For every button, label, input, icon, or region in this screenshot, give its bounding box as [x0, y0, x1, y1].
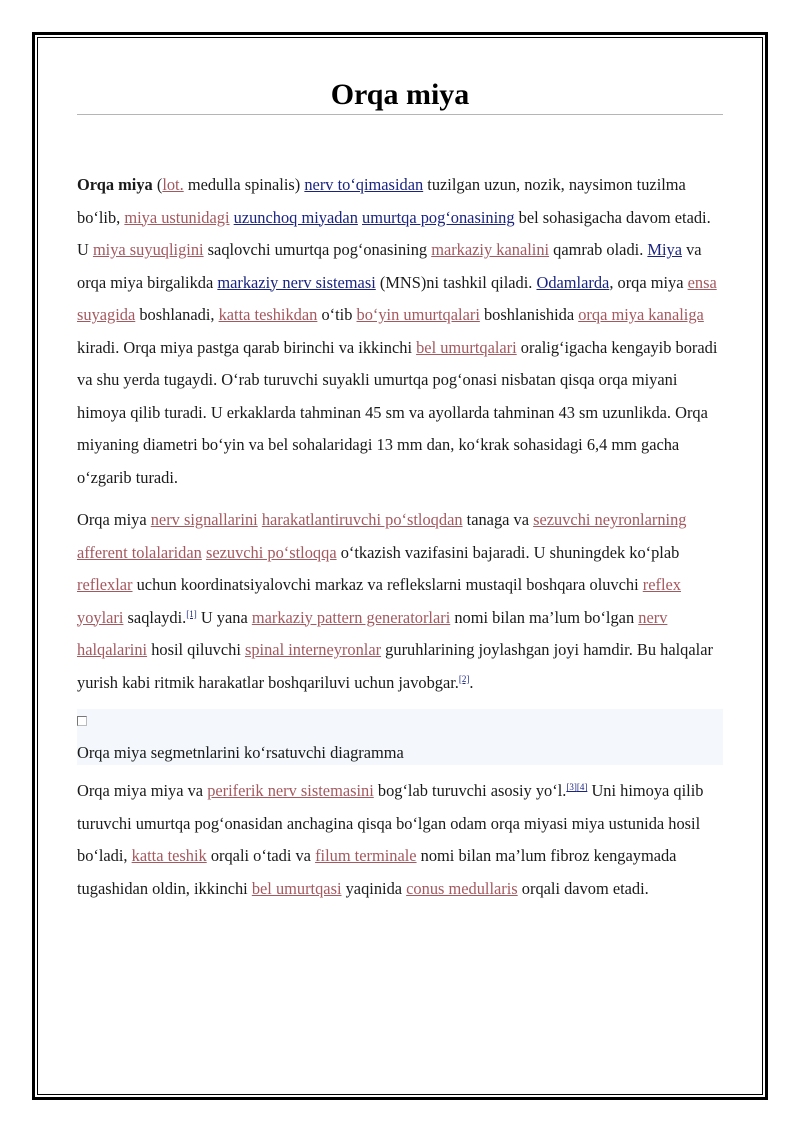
text: va orqa miya birgalikda [77, 240, 702, 292]
reference-link[interactable]: [4] [576, 782, 588, 792]
link-katta-teshik[interactable]: katta teshikdan [218, 305, 318, 324]
title-divider [77, 114, 723, 115]
page-title: Orqa miya [330, 78, 470, 111]
link-bel-umurtqasi[interactable]: bel umurtqasi [251, 878, 342, 898]
text: yaqinida [341, 878, 407, 898]
link-nerv-signallari[interactable]: nerv signallarini [150, 510, 258, 529]
text: saqlovchi umurtqa pog‘onasining [203, 240, 432, 259]
link-conus-medullaris[interactable]: conus medullaris [406, 878, 518, 898]
text: boshlanishida [479, 305, 579, 324]
paragraph-intro [77, 169, 723, 494]
text: hosil qiluvchi [147, 640, 245, 659]
link-ensa-suyagi[interactable]: ensa suyagida [77, 272, 717, 324]
text: . [469, 672, 474, 692]
text: Orqa miya [77, 510, 151, 529]
link-miya-suyuqligi[interactable]: miya suyuqligini [92, 240, 204, 259]
link-harakatlantiruvchi-postloq[interactable]: harakatlantiruvchi po‘stloqdan [261, 510, 463, 529]
link-nerv-toqimasi[interactable]: nerv to‘qimasidan [304, 175, 424, 194]
reference-link[interactable]: [2] [458, 673, 470, 684]
link-reflexlar[interactable]: reflexlar [77, 575, 133, 594]
text: qamrab oladi. [549, 240, 648, 259]
text: U yana [196, 607, 252, 627]
text: guruhlarining joylashgan joyi hamdir. Bu halqalar yurish kabi ritmik harakatlar boshqariluvi uchun javobgar. [77, 640, 713, 692]
text: uchun koordinatsiyalovchi markaz va reflekslarni mustaqil boshqara oluvchi [132, 575, 643, 594]
text: oralig‘igacha kengayib boradi va shu yerda tugaydi. O‘rab turuvchi suyakli umurtqa pog‘onasi nisbatan qisqa orqa miyani himoya qilib turadi. U erkaklarda tahminan 45 sm va ayollarda tahminan 43 sm uzunlikda. Orqa miyaning diametri bo‘yin va bel sohalaridagi 13 mm dan, ko‘krak sohasidagi 6,4 mm gacha o‘zgarib turadi. [77, 337, 718, 487]
link-sezuvchi-neyronlar[interactable]: sezuvchi neyronlarning [533, 510, 687, 529]
link-miya-ustuni[interactable]: miya ustunidagi [124, 207, 230, 227]
link-boyin-umurtqalari[interactable]: bo‘yin umurtqalari [356, 305, 480, 324]
link-reflex-yoylari[interactable]: reflex yoylari [77, 575, 681, 627]
reference-link[interactable]: [1] [186, 608, 197, 619]
link-orqa-miya-kanali[interactable]: orqa miya kanaliga [578, 305, 704, 324]
link-markaziy-nerv-sistemasi[interactable]: markaziy nerv sistemasi [217, 272, 376, 292]
link-miya[interactable]: Miya [647, 240, 682, 259]
text: saqlaydi. [123, 607, 187, 627]
link-markaziy-pattern-generatorlari[interactable]: markaziy pattern generatorlari [251, 607, 451, 627]
text: (MNS)ni tashkil qiladi. [375, 272, 537, 292]
link-spinal-interneyronlar[interactable]: spinal interneyronlar [244, 640, 382, 659]
link-markaziy-kanal[interactable]: markaziy kanalini [431, 240, 550, 259]
link-katta-teshik-2[interactable]: katta teshik [131, 846, 207, 865]
text: nomi bilan ma’lum fibroz kengaymada tugashidan oldin, ikkinchi [77, 846, 677, 898]
reference-link[interactable]: [3] [566, 782, 577, 792]
lead-term: Orqa miya [77, 175, 153, 194]
text: o‘tkazish vazifasini bajaradi. U shuningdek ko‘plab [336, 542, 680, 562]
broken-image-icon[interactable] [77, 716, 87, 726]
link-afferent-tolalar[interactable]: afferent tolalaridan [77, 542, 202, 562]
text: o‘tib [317, 305, 357, 324]
link-odamlar[interactable]: Odamlarda [536, 272, 610, 292]
article [77, 70, 723, 905]
text: ( [152, 175, 163, 194]
text: Orqa miya miya va [77, 781, 208, 800]
text: orqali o‘tadi va [206, 846, 316, 865]
text: medulla spinalis) [183, 175, 305, 194]
link-uzunchoq-miya[interactable]: uzunchoq miyadan [233, 207, 358, 227]
link-filum-terminale[interactable]: filum terminale [315, 846, 417, 865]
link-umurtqa-pogonasi[interactable]: umurtqa pog‘onasining [362, 207, 515, 227]
text: , orqa miya [609, 272, 688, 292]
text: orqali davom etadi. [517, 878, 649, 898]
link-sezuvchi-postloq[interactable]: sezuvchi po‘stloqqa [205, 542, 337, 562]
link-lot[interactable]: lot. [162, 175, 184, 194]
text: Uni himoya qilib turuvchi umurtqa pog‘onasidan anchagina qisqa bo‘lgan odam orqa miyasi miya ustunida hosil bo‘ladi, [77, 781, 704, 865]
figure-box [77, 709, 723, 765]
paragraph-anatomy [77, 775, 723, 905]
text: bel sohasigacha davom etadi. U [77, 207, 711, 259]
text: kiradi. Orqa miya pastga qarab birinchi va ikkinchi [77, 337, 417, 357]
text: tuzilgan uzun, nozik, naysimon tuzilma bo‘lib, [77, 175, 686, 227]
text: nomi bilan ma’lum bo‘lgan [450, 607, 639, 627]
text: tanaga va [462, 510, 534, 529]
link-nerv-halqalari[interactable]: nerv halqalarini [77, 607, 668, 659]
text: bog‘lab turuvchi asosiy yo‘l. [373, 781, 567, 800]
figure-caption: Orqa miya segmetnlarini ko‘rsatuvchi diagramma [77, 743, 404, 762]
paragraph-function [77, 504, 723, 699]
text: boshlanadi, [135, 305, 219, 324]
link-bel-umurtqalari[interactable]: bel umurtqalari [416, 337, 517, 357]
link-periferik-nerv-sistemasi[interactable]: periferik nerv sistemasini [207, 781, 374, 800]
